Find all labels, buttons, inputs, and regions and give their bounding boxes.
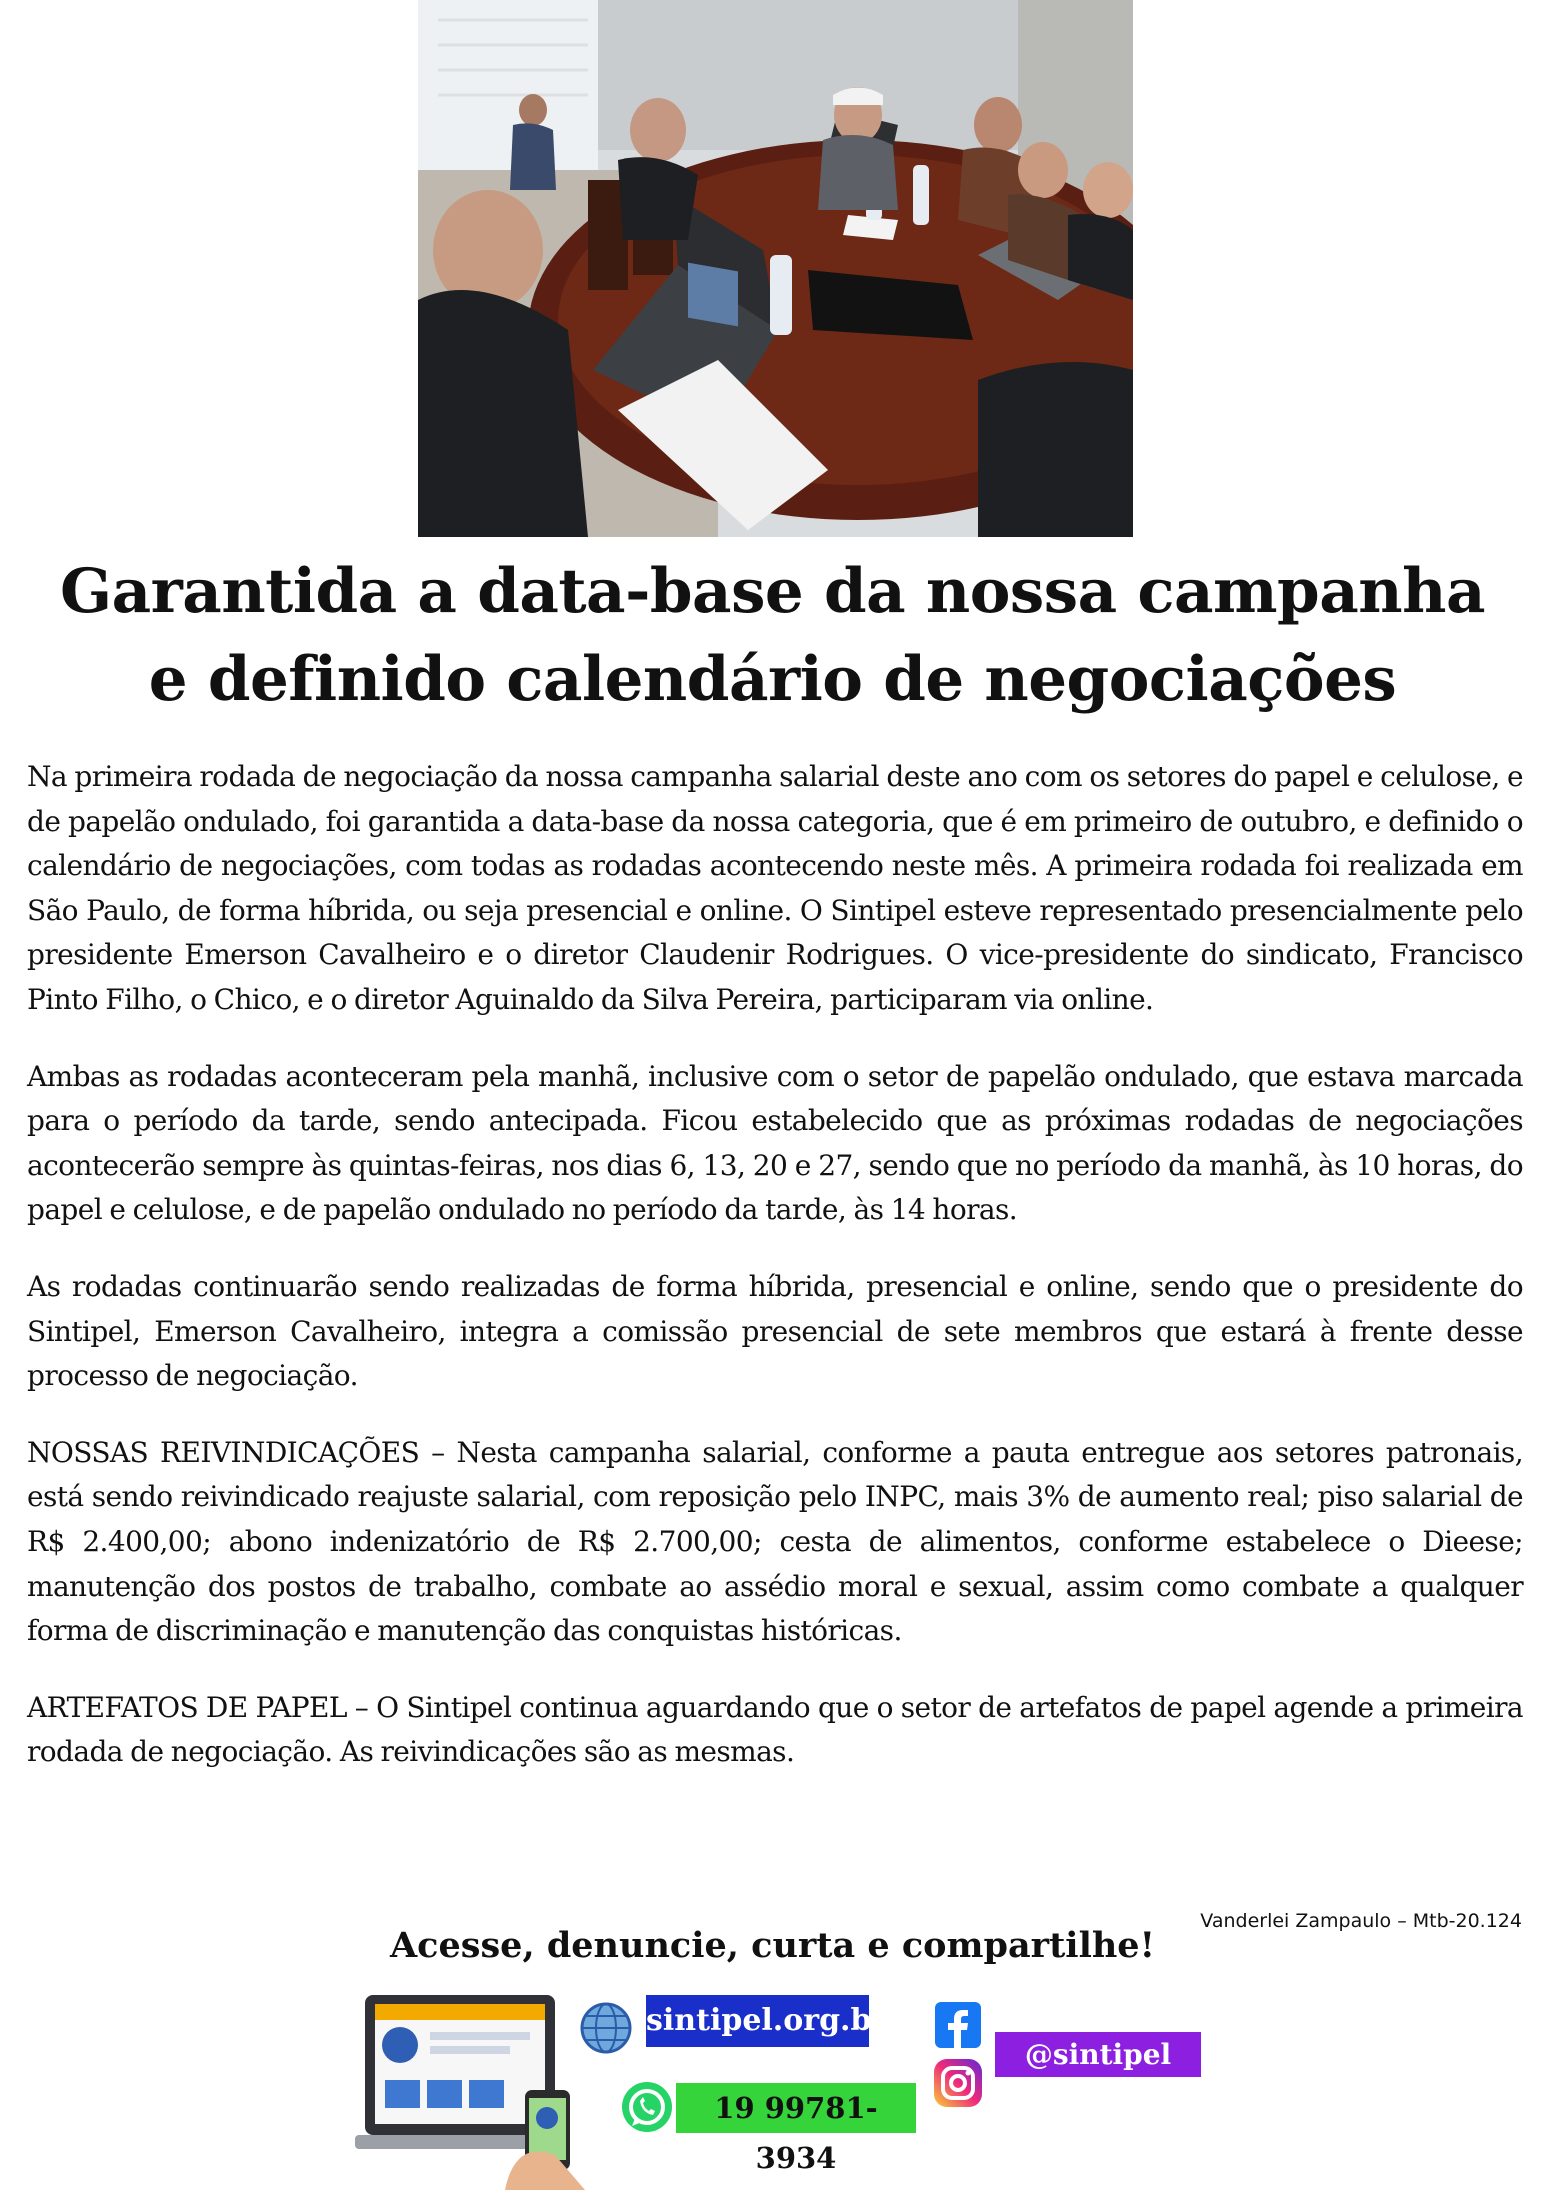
website-link[interactable]: sintipel.org.br [646,1995,869,2047]
contact-footer [0,1975,1545,2187]
author-credit: Vanderlei Zampaulo – Mtb-20.124 [1200,1910,1522,1932]
laptop-website-icon [355,1990,595,2190]
facebook-icon[interactable] [935,2002,981,2048]
headline [30,548,1515,724]
instagram-icon[interactable] [932,2057,984,2109]
paragraph: As rodadas continuarão sendo realizadas de forma híbrida, presencial e online, sendo que o presidente do Sintipel, Emerson Cavalheiro, integra a comissão presencial de sete membros que estará à frente desse processo de negociação. [27,1269,1523,1393]
call-to-action: Acesse, denuncie, curta e compartilhe! [390,1925,1155,1966]
meeting-photo [418,0,1133,537]
social-handle[interactable]: @sintipel [995,2032,1201,2077]
paragraph: NOSSAS REIVINDICAÇÕES – Nesta campanha salarial, conforme a pauta entregue aos setores patronais, está sendo reivindicado reajuste salarial, com reposição pelo INPC, mais 3% de aumento real; piso salarial de R$ 2.400,00; abono indenizatório de R$ 2.700,00; cesta de alimentos, conforme estabelece o Dieese; manutenção dos postos de trabalho, combate ao assédio moral e sexual, assim como combate a qualquer forma de discriminação e manutenção das conquistas históricas. [27,1435,1523,1648]
headline-line-1: Garantida a data-base da nossa campanha [60,556,1485,627]
headline-line-2: e definido calendário de negociações [148,644,1397,715]
article-body [27,755,1523,1807]
paragraph: Na primeira rodada de negociação da nossa campanha salarial deste ano com os setores do papel e celulose, e de papelão ondulado, foi garantida a data-base da nossa categoria, que é em primeiro de outubro, e definido o calendário de negociações, com todas as rodadas acontecendo neste mês. A primeira rodada foi realizada em São Paulo, de forma híbrida, ou seja presencial e online. O Sintipel esteve representado presencialmente pelo presidente Emerson Cavalheiro e o diretor Claudenir Rodrigues. O vice-presidente do sindicato, Francisco Pinto Filho, o Chico, e o diretor Aguinaldo da Silva Pereira, participaram via online. [27,760,1523,1016]
whatsapp-icon [620,2080,674,2134]
whatsapp-number[interactable]: 19 99781-3934 [676,2083,916,2133]
paragraph: ARTEFATOS DE PAPEL – O Sintipel continua aguardando que o setor de artefatos de papel agende a primeira rodada de negociação. As reivindicações são as mesmas. [27,1690,1523,1769]
paragraph: Ambas as rodadas aconteceram pela manhã, inclusive com o setor de papelão ondulado, que estava marcada para o período da tarde, sendo antecipada. Ficou estabelecido que as próximas rodadas de negociações acontecerão sempre às quintas-feiras, nos dias 6, 13, 20 e 27, sendo que no período da manhã, às 10 horas, do papel e celulose, e de papelão ondulado no período da tarde, às 14 horas. [27,1059,1523,1227]
globe-icon [578,2000,634,2056]
